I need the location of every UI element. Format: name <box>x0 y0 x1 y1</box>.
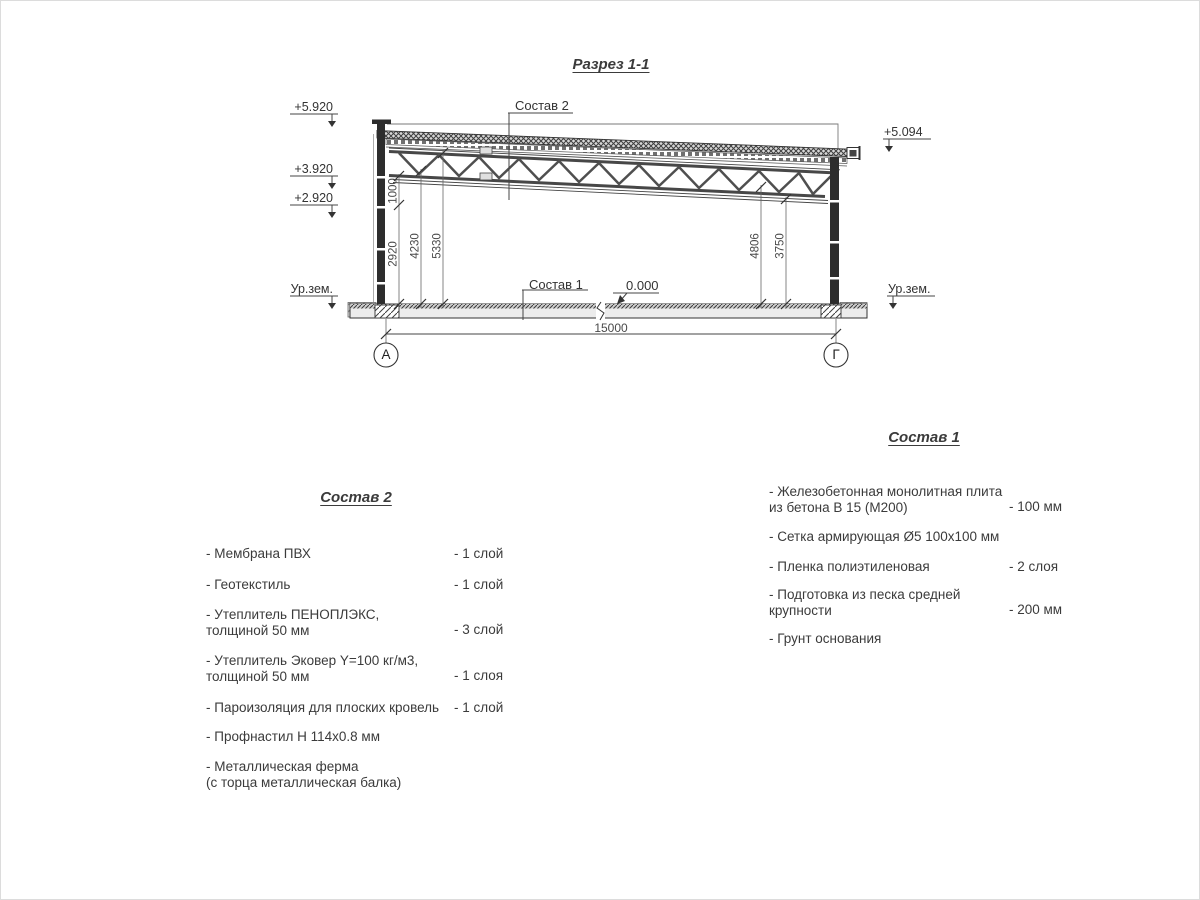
elevation-mark-5094: +5.094 <box>884 125 923 139</box>
dim-15000: 15000 <box>594 321 628 335</box>
elevation-mark-3920: +3.920 <box>294 162 333 176</box>
list-item: - Мембрана ПВХ - 1 слой <box>206 545 504 561</box>
zero-level-label: 0.000 <box>626 278 659 293</box>
wall-left <box>374 123 386 306</box>
ground-level-label-left: Ур.зем. <box>290 282 333 296</box>
axis-letter-a: А <box>381 347 391 362</box>
sostav1-reference-label: Состав 1 <box>529 277 583 292</box>
sostav2-reference-label: Состав 2 <box>515 98 569 113</box>
dim-4806: 4806 <box>749 233 762 259</box>
ground-level-label-right: Ур.зем. <box>888 282 931 296</box>
floor-slab <box>348 301 867 320</box>
list-item: - Грунт основания <box>769 631 882 646</box>
wall-right <box>830 157 839 306</box>
axis-letter-g: Г <box>832 347 840 362</box>
list-item: - Подготовка из песка средней крупности - 200 мм <box>769 587 1063 618</box>
list-item: - Железобетонная монолитная плита из бетона В 15 (М200) - 100 мм <box>769 484 1063 515</box>
dim-3750: 3750 <box>774 233 787 259</box>
list-item: - Утеплитель ПЕНОПЛЭКС, толщиной 50 мм - 3 слой <box>206 607 504 638</box>
elevation-mark-5920: +5.920 <box>294 100 333 114</box>
dim-2920: 2920 <box>387 241 400 267</box>
list-item: - Профнастил Н 114х0.8 мм <box>206 729 380 744</box>
roof-layers <box>377 131 860 167</box>
list-item: - Сетка армирующая Ø5 100х100 мм <box>769 529 1000 544</box>
comp1-heading: Состав 1 <box>888 429 960 446</box>
section-drawing-graphics <box>1 1 1200 900</box>
dim-4230: 4230 <box>409 233 422 259</box>
list-item: - Пленка полиэтиленовая - 2 слоя <box>769 558 1059 574</box>
list-item: - Утеплитель Эковер Y=100 кг/м3, толщиной 50 мм - 1 слоя <box>206 653 504 684</box>
list-item: - Геотекстиль - 1 слой <box>206 576 504 592</box>
drawing-title: Разрез 1-1 <box>572 56 650 73</box>
list-item: - Металлическая ферма (с торца металлическая балка) <box>206 759 402 790</box>
dimension-ticks <box>394 148 791 309</box>
list-item: - Пароизоляция для плоских кровель - 1 слой <box>206 699 504 715</box>
comp2-heading: Состав 2 <box>320 489 392 506</box>
dim-1000: 1000 <box>387 178 400 204</box>
elevation-mark-2920: +2.920 <box>294 191 333 205</box>
dim-5330: 5330 <box>431 233 444 259</box>
